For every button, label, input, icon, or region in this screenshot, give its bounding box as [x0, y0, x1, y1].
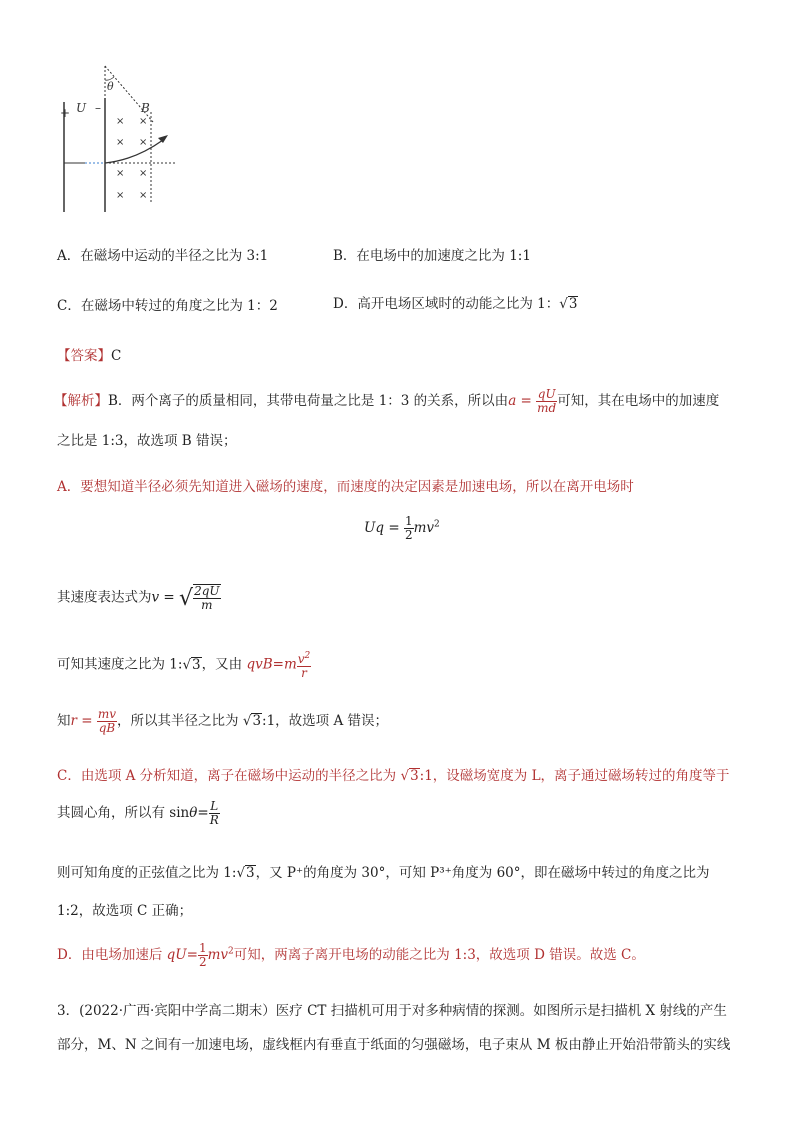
ratio-frac — [297, 650, 312, 680]
option-d — [333, 292, 578, 312]
frac-denominator: R — [209, 813, 219, 827]
d-mv: mv — [207, 947, 229, 963]
field-cross: × — [139, 116, 148, 127]
velocity-expression — [57, 584, 221, 612]
c3-post: ，又 P⁺的角度为 30°，可知 P³⁺角度为 60°，即在磁场中转过的角度之比为 — [255, 865, 710, 881]
option-d-radicand: 3 — [568, 296, 578, 312]
answer-value: C — [111, 348, 122, 364]
analysis-c-line4: 1:2，故选项 C 正确； — [57, 903, 193, 919]
c1-pre: C．由选项 A 分析知道，离子在磁场中运动的半径之比为 — [57, 768, 401, 784]
minus-label: – — [95, 101, 101, 115]
d-post: 可知，两离子离开电场的动能之比为 1:3，故选项 D 错误。故选 C。 — [233, 947, 645, 963]
frac-numerator: 2qU — [194, 584, 220, 598]
answer-label: 【答案】 — [57, 348, 111, 364]
analysis-c-line1 — [57, 764, 730, 784]
frac-numerator: 1 — [198, 941, 207, 955]
field-cross: × — [116, 190, 125, 201]
radical-sign: √ — [559, 296, 568, 312]
eq-sup: 2 — [434, 519, 440, 530]
velocity-frac — [193, 584, 220, 612]
theta-label: θ — [107, 80, 114, 93]
c2-theta: θ — [189, 805, 198, 821]
eq-equals: = — [384, 520, 404, 536]
frac-denominator: 2 — [404, 528, 413, 542]
frac-numerator — [297, 650, 312, 667]
analysis-d-para — [57, 942, 645, 969]
field-cross: × — [116, 137, 125, 148]
option-b: B．在电场中的加速度之比为 1:1 — [333, 248, 531, 264]
c3-pre: 则可知角度的正弦值之比为 1: — [57, 865, 237, 881]
voltage-label: U — [76, 101, 87, 115]
analysis-p1-eq: = — [516, 393, 537, 409]
d-frac — [198, 942, 208, 969]
frac-denominator: r — [301, 666, 307, 680]
radius-frac — [97, 708, 117, 735]
analysis-p1-a: a — [508, 393, 517, 409]
field-cross: × — [139, 137, 148, 148]
velocity-var: v — [151, 589, 160, 606]
ratio-mid: ，又由 — [201, 656, 247, 673]
analysis-p1-frac — [536, 388, 557, 415]
ratio-radicand: 3 — [192, 656, 201, 673]
option-d-text: D．高开电场区域时的动能之比为 1： — [333, 296, 560, 312]
eq-left: Uq — [364, 520, 385, 536]
radical-sign: √ — [400, 768, 410, 784]
question3-line2: 部分，M、N 之间有一加速电场，虚线框内有垂直于纸面的匀强磁场，电子束从 M 板由静止开始沿带箭头的实线 — [57, 1037, 731, 1053]
radius-pre: 知 — [57, 713, 71, 729]
answer-line — [57, 344, 121, 364]
frac-denominator: m — [201, 598, 213, 612]
field-cross: × — [116, 116, 125, 127]
frac-denominator: md — [537, 401, 557, 415]
velocity-pre: 其速度表达式为 — [57, 589, 152, 606]
frac-numerator: qU — [537, 387, 556, 401]
question3-line1: 3．(2022·广西·宾阳中学高二期末）医疗 CT 扫描机可用于对多种病情的探测。如图所示是扫描机 X 射线的产生 — [57, 1003, 727, 1019]
d-sup: 2 — [228, 946, 234, 957]
equation-energy — [364, 515, 440, 542]
radical-sign: √ — [242, 713, 252, 729]
c1-radicand: 3 — [410, 768, 419, 784]
analysis-p1-post: 可知，其在电场中的加速度 — [557, 393, 720, 409]
analysis-p1-pre: B．两个离子的质量相同，其带电荷量之比是 1：3 的关系，所以由 — [108, 393, 509, 409]
radical-sign: √ — [182, 656, 192, 673]
radical-sign: √ — [179, 585, 194, 611]
frac-numerator: mv — [97, 707, 117, 721]
c2-frac — [209, 800, 220, 827]
d-pre: D．由电场加速后 — [57, 947, 167, 963]
trajectory-curve — [105, 140, 163, 163]
ratio-eq: qvB=m — [246, 656, 297, 673]
velocity-eq: = — [159, 589, 180, 606]
d-q: qU — [166, 947, 187, 963]
radical-sign: √ — [236, 865, 246, 881]
ratio-pre: 可知其速度之比为 1: — [57, 656, 183, 673]
analysis-p1-line1 — [54, 388, 719, 415]
option-c: C．在磁场中转过的角度之比为 1：2 — [57, 298, 278, 314]
analysis-c-line3 — [57, 861, 710, 881]
frac-numerator: 1 — [404, 514, 413, 528]
numerator-v: v — [297, 652, 305, 666]
analysis-p1-line2: 之比是 1:3，故选项 B 错误； — [57, 433, 237, 449]
eq-half — [404, 515, 414, 542]
radius-post: :1，故选项 A 错误； — [262, 713, 389, 729]
analysis-label: 【解析】 — [54, 393, 108, 409]
option-a: A．在磁场中运动的半径之比为 3:1 — [57, 248, 269, 264]
field-cross: × — [139, 190, 148, 201]
field-b-label: B — [141, 101, 150, 115]
analysis-c-line2 — [57, 800, 220, 827]
radius-radicand: 3 — [252, 713, 262, 729]
radius-expression — [57, 708, 388, 735]
plus-label: + — [60, 106, 71, 120]
frac-denominator: 2 — [198, 955, 207, 969]
d-eq: = — [186, 947, 198, 963]
physics-diagram — [55, 62, 185, 217]
frac-numerator: L — [210, 799, 219, 813]
field-cross: × — [116, 168, 125, 179]
c2-pre: 其圆心角，所以有 sin — [57, 805, 190, 821]
field-cross: × — [139, 168, 148, 179]
radius-var: r — [70, 713, 77, 729]
c3-radicand: 3 — [246, 865, 255, 881]
velocity-ratio — [57, 650, 311, 680]
frac-denominator: qB — [98, 721, 116, 735]
numerator-sup: 2 — [304, 651, 311, 661]
radius-eq: = — [76, 713, 97, 729]
analysis-a-para: A．要想知道半径必须先知道进入磁场的速度，而速度的决定因素是加速电场，所以在离开电场时 — [57, 479, 634, 495]
c2-eq: = — [197, 805, 209, 821]
eq-right: mv — [413, 520, 435, 536]
c1-post: :1，设磁场宽度为 L，离子通过磁场转过的角度等于 — [419, 768, 730, 784]
radius-mid: ，所以其半径之比为 — [117, 713, 243, 729]
